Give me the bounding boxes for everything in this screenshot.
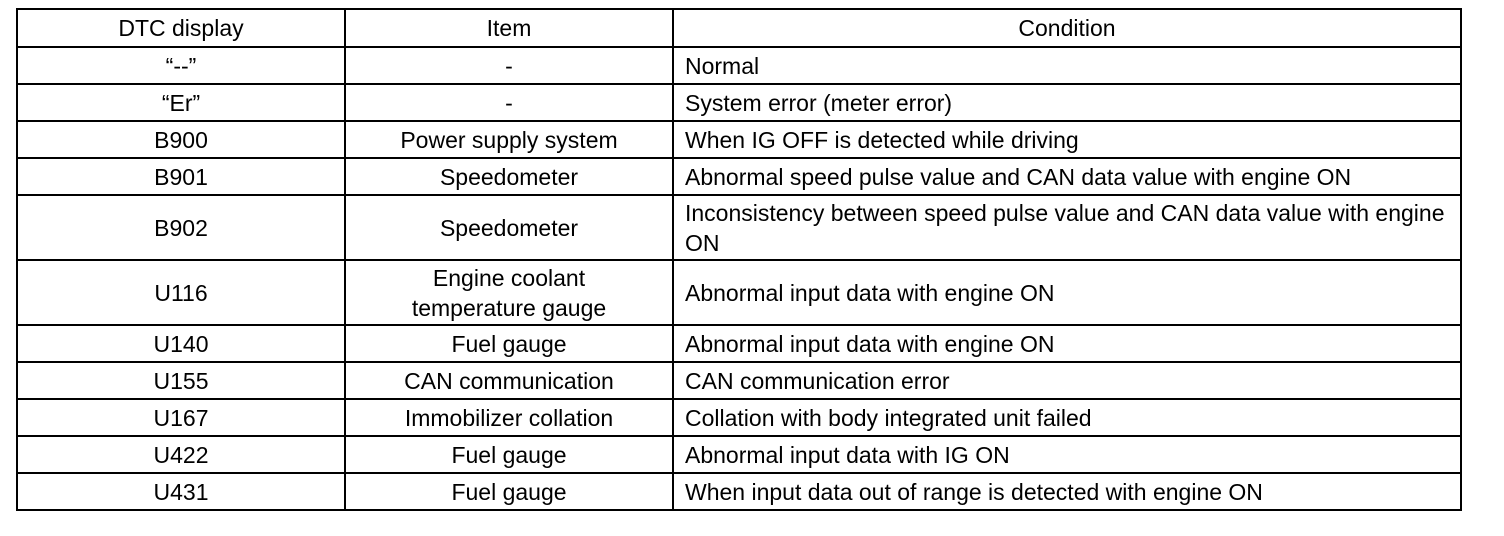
item-cell: Engine coolant temperature gauge — [345, 260, 673, 325]
condition-cell: Abnormal speed pulse value and CAN data value with engine ON — [673, 158, 1461, 195]
condition-cell: Inconsistency between speed pulse value and CAN data value with engine ON — [673, 195, 1461, 260]
dtc-code-cell: “Er” — [17, 84, 345, 121]
dtc-code-cell: B900 — [17, 121, 345, 158]
table-row — [17, 47, 1461, 84]
item-cell: Fuel gauge — [345, 325, 673, 362]
condition-cell: Abnormal input data with IG ON — [673, 436, 1461, 473]
condition-cell: Abnormal input data with engine ON — [673, 260, 1461, 325]
condition-cell: When input data out of range is detected with engine ON — [673, 473, 1461, 510]
item-cell: CAN communication — [345, 362, 673, 399]
dtc-code-cell: U167 — [17, 399, 345, 436]
item-cell: - — [345, 47, 673, 84]
item-cell: Power supply system — [345, 121, 673, 158]
condition-cell: System error (meter error) — [673, 84, 1461, 121]
dtc-code-cell: U422 — [17, 436, 345, 473]
table-row — [17, 399, 1461, 436]
header-dtc-display: DTC display — [17, 9, 345, 47]
table-row — [17, 260, 1461, 325]
table-row — [17, 158, 1461, 195]
condition-cell: Normal — [673, 47, 1461, 84]
dtc-code-cell: B902 — [17, 195, 345, 260]
table-row — [17, 436, 1461, 473]
dtc-code-cell: U431 — [17, 473, 345, 510]
dtc-code-cell: U116 — [17, 260, 345, 325]
header-row — [17, 9, 1461, 47]
dtc-table — [16, 8, 1462, 511]
item-cell: Immobilizer collation — [345, 399, 673, 436]
condition-cell: Collation with body integrated unit failed — [673, 399, 1461, 436]
dtc-code-cell: B901 — [17, 158, 345, 195]
item-cell: - — [345, 84, 673, 121]
item-cell: Fuel gauge — [345, 436, 673, 473]
header-condition: Condition — [673, 9, 1461, 47]
table-row — [17, 362, 1461, 399]
condition-cell: CAN communication error — [673, 362, 1461, 399]
item-cell: Speedometer — [345, 158, 673, 195]
table-row — [17, 325, 1461, 362]
table-row — [17, 84, 1461, 121]
header-item: Item — [345, 9, 673, 47]
dtc-code-cell: U155 — [17, 362, 345, 399]
condition-cell: When IG OFF is detected while driving — [673, 121, 1461, 158]
dtc-table-header — [17, 9, 1461, 47]
item-cell: Fuel gauge — [345, 473, 673, 510]
table-row — [17, 121, 1461, 158]
table-row — [17, 473, 1461, 510]
dtc-table-body — [17, 47, 1461, 510]
item-cell: Speedometer — [345, 195, 673, 260]
dtc-code-cell: U140 — [17, 325, 345, 362]
dtc-code-cell: “--” — [17, 47, 345, 84]
table-row — [17, 195, 1461, 260]
condition-cell: Abnormal input data with engine ON — [673, 325, 1461, 362]
